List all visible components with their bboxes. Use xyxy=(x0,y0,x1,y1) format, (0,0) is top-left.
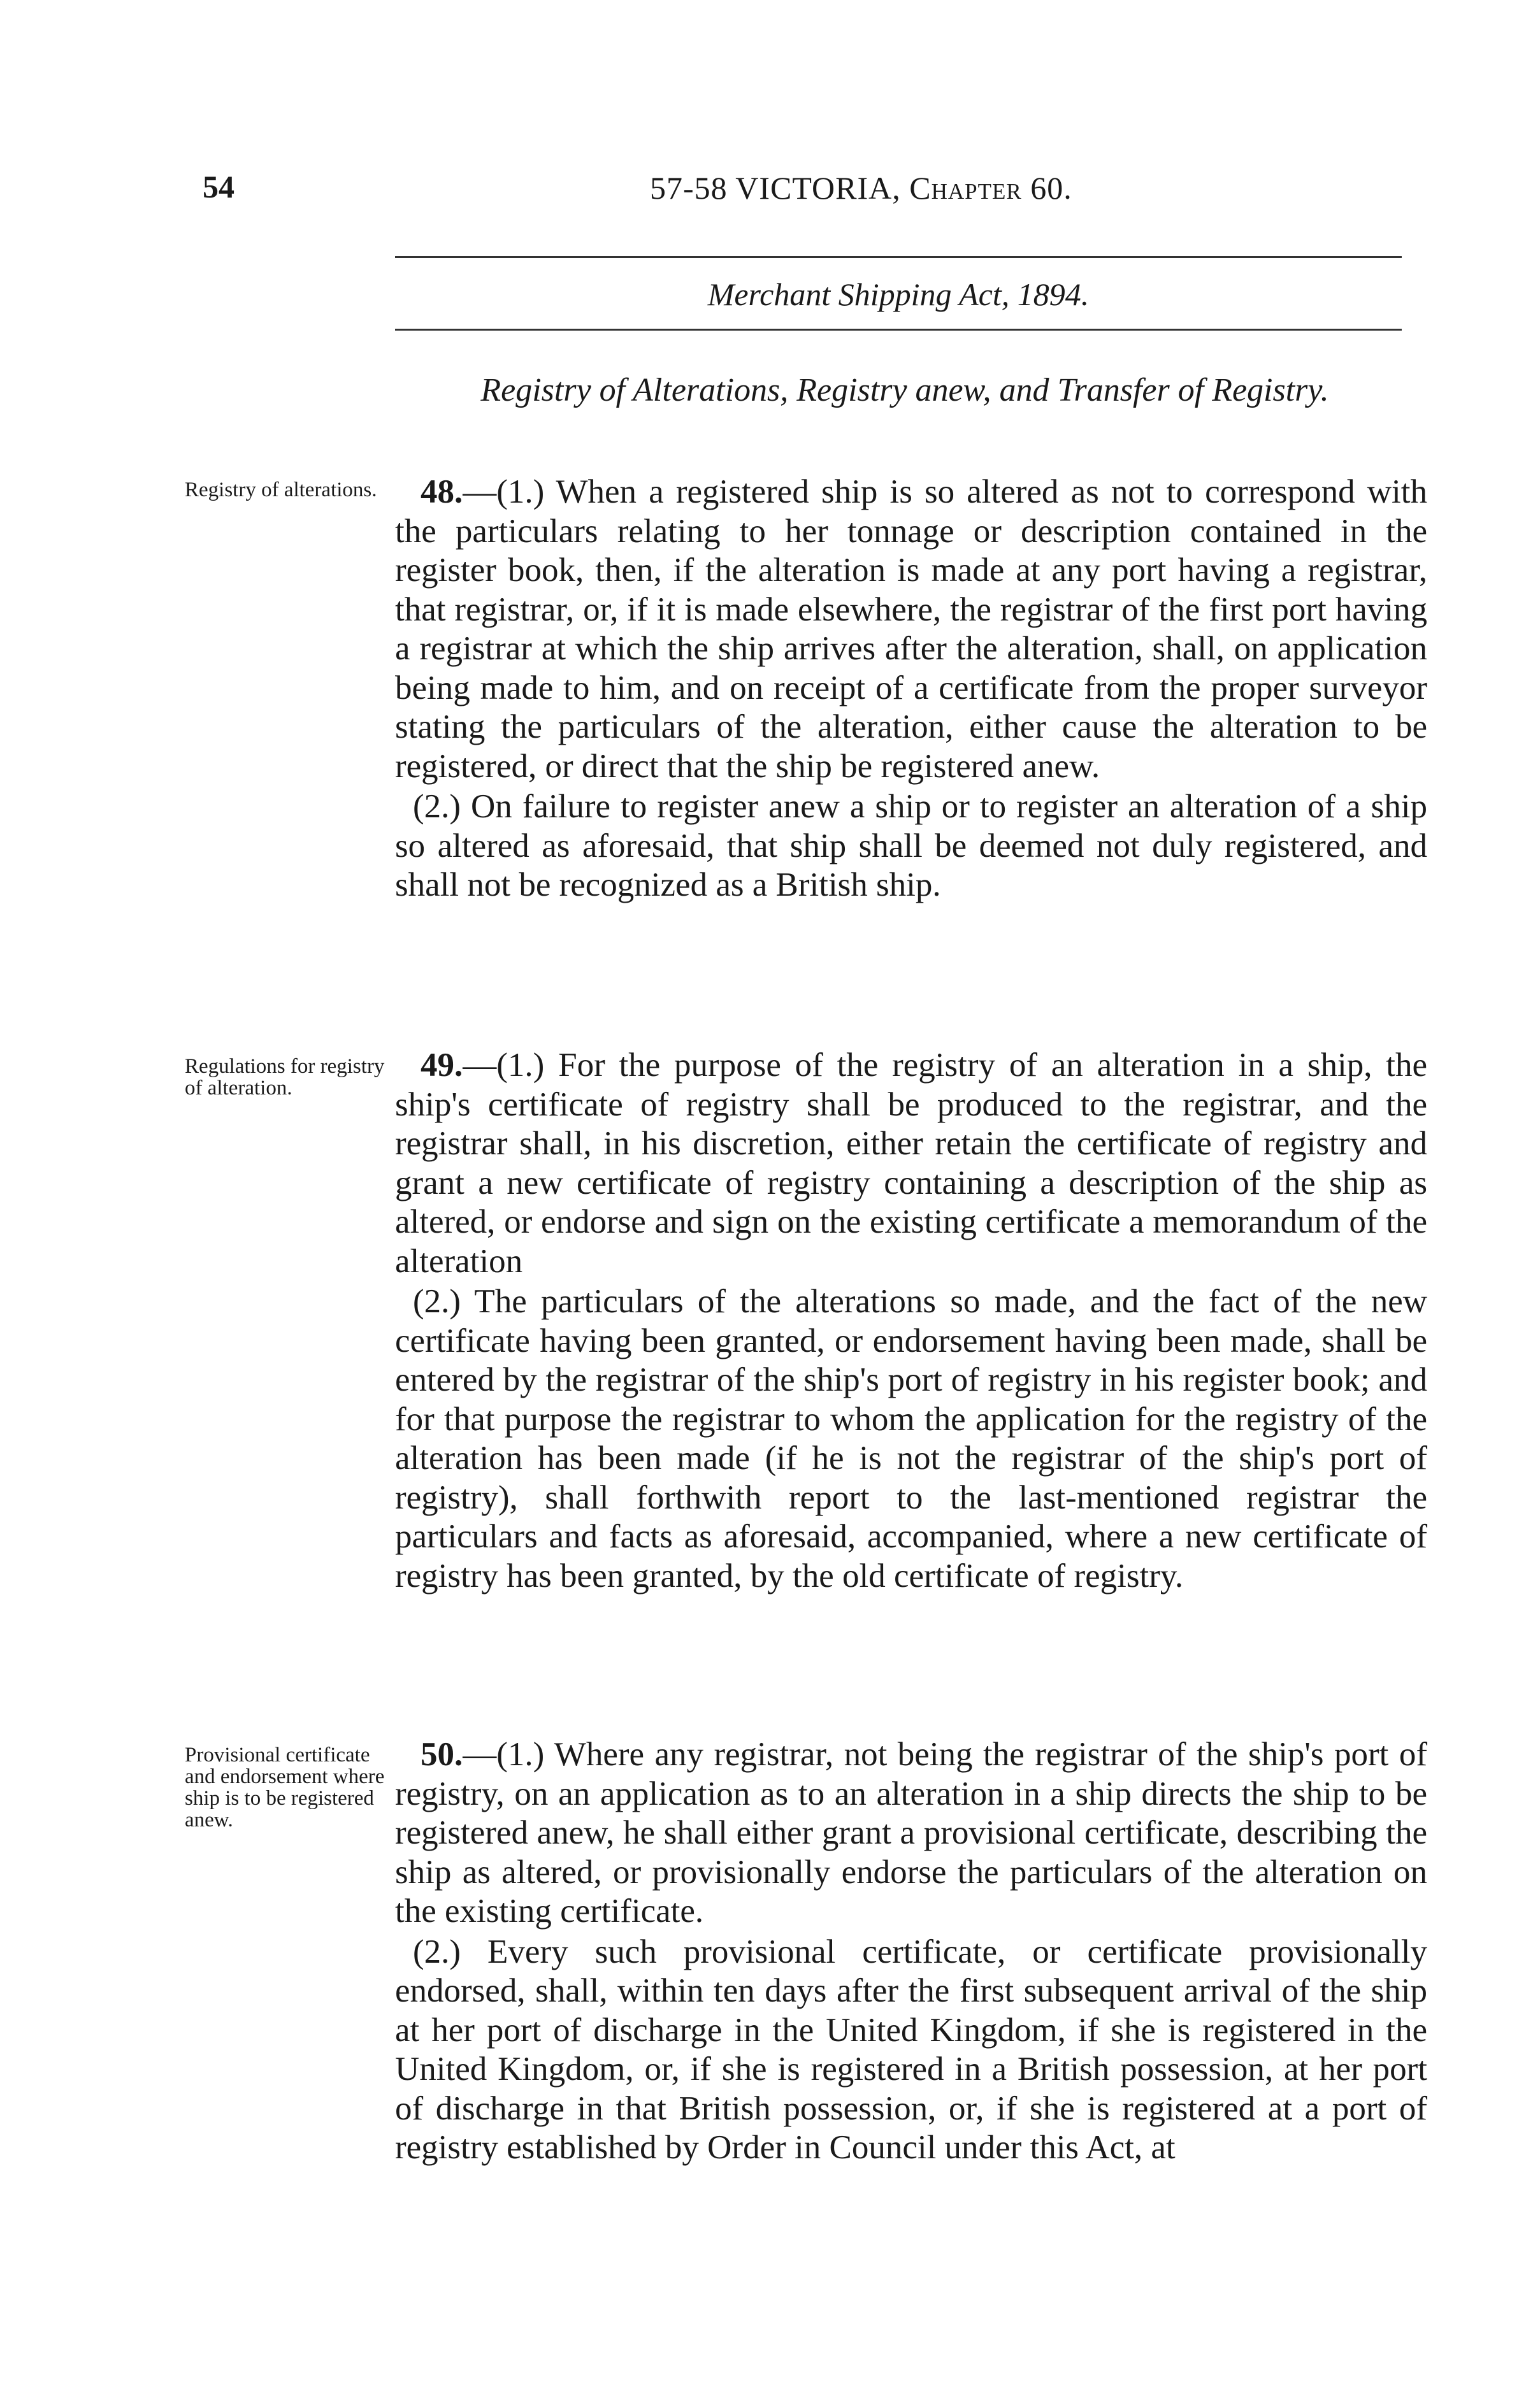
act-title: Merchant Shipping Act, 1894. xyxy=(707,276,1090,312)
section-48 xyxy=(395,473,1427,905)
header-rule-top xyxy=(395,256,1402,258)
page-number: 54 xyxy=(203,169,234,204)
margin-note-section-48: Registry of alterations. xyxy=(185,478,377,501)
section-49-subsection-1 xyxy=(395,1046,1427,1281)
section-number: 50. xyxy=(421,1736,463,1773)
subsection-text: —(1.) Where any registrar, not being the registrar of the ship's port of registry, on an application as to an alteration in a ship directs the ship to be registered anew, he shall either grant a provisional certificate, describing the ship as altered, or provisionally endorse the particulars of the alteration on the existing certificate. xyxy=(395,1736,1427,1930)
section-50 xyxy=(395,1735,1427,2168)
section-48-subsection-2: (2.) On failure to register anew a ship or to register an alteration of a ship so altered as aforesaid, that ship shall be deemed not duly registered, and shall not be recognized as a British ship. xyxy=(395,788,1427,903)
section-number: 49. xyxy=(421,1047,463,1084)
margin-note-section-50: Provisional certificate and endorsement where ship is to be registered anew. xyxy=(185,1744,385,1831)
subsection-text: —(1.) For the purpose of the registry of an alteration in a ship, the ship's certificate of registry shall be produced to the registrar, and the registrar shall, in his discretion, either retain the certificate of registry and grant a new certificate of registry containing a description of the ship as altered, or endorse and sign on the existing certificate a memorandum of the alteration xyxy=(395,1047,1427,1280)
section-number: 48. xyxy=(421,473,463,510)
subsection-text: —(1.) When a registered ship is so altered as not to correspond with the particulars relating to her tonnage or description contained in the register book, then, if the alteration is made at any port having a registrar, that registrar, or, if it is made elsewhere, the registrar of the first port having a registrar at which the ship arrives after the alteration, shall, on application being made to him, and on receipt of a certificate from the proper surveyor stating the particulars of the alteration, either cause the alteration to be registered, or direct that the ship be registered anew. xyxy=(395,473,1427,785)
section-heading: Registry of Alterations, Registry anew, and Transfer of Registry. xyxy=(480,372,1329,408)
section-49 xyxy=(395,1046,1427,1596)
section-48-subsection-1 xyxy=(395,473,1427,786)
running-head-chapter: Chapter 60. xyxy=(909,170,1072,206)
margin-note-section-49: Regulations for registry of alteration. xyxy=(185,1055,385,1100)
header-rule-bottom xyxy=(395,329,1402,331)
section-50-subsection-1 xyxy=(395,1735,1427,1931)
section-49-subsection-2: (2.) The particulars of the alterations so made, and the fact of the new certificate having been granted, or endorsement having been made, shall be entered by the registrar of the ship's port of registry in his register book; and for that purpose the registrar to whom the application for the registry of the alteration has been made (if he is not the registrar of the ship's port of registry), shall forthwith report to the last-mentioned registrar the particulars and facts as aforesaid, accompanied, where a new certificate of registry has been granted, by the old certificate of registry. xyxy=(395,1283,1427,1595)
running-head xyxy=(650,172,1072,204)
running-head-title: 57-58 VICTORIA, xyxy=(650,170,901,206)
section-50-subsection-2: (2.) Every such provisional certificate, or certificate provisionally endorsed, shall, within ten days after the first subsequent arrival of the ship at her port of discharge in the United Kingdom, if she is registered in the United Kingdom, or, if she is registered in a British possession, at her port of discharge in that British possession, or, if she is registered at a port of registry established by Order in Council under this Act, at xyxy=(395,1933,1427,2166)
